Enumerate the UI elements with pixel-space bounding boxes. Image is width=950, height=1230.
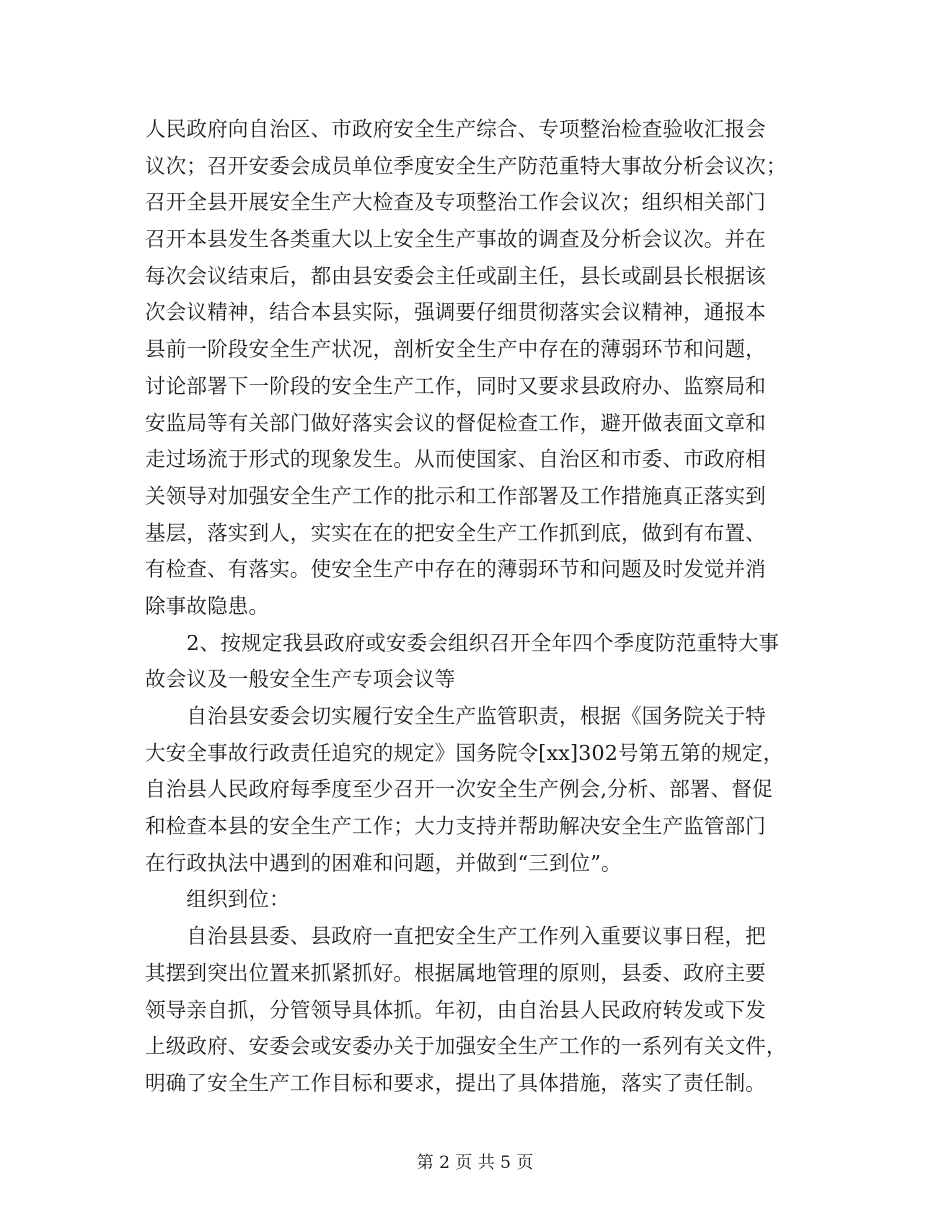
subheading-line: 组织到位： [145,887,290,912]
text-line: 和检查本县的安全生产工作；大力支持并帮助解决安全生产监管部门 [145,814,766,839]
text-line: 领导亲自抓，分管领导具体抓。年初，由自治县人民政府转发或下发 [145,997,766,1022]
text-line: 除事故隐患。 [145,593,270,618]
text-line: 其摆到突出位置来抓紧抓好。根据属地管理的原则，县委、政府主要 [145,960,766,985]
text-line: 关领导对加强安全生产工作的批示和工作部署及工作措施真正落实到 [145,483,766,508]
text-line: 每次会议结束后，都由县安委会主任或副主任，县长或副县长根据该 [145,263,766,288]
text-line: 议次；召开安委会成员单位季度安全生产防范重特大事故分析会议次； [145,153,787,178]
text-line: 人民政府向自治区、市政府安全生产综合、专项整治检查验收汇报会 [145,117,766,141]
page-footer: 第 2 页 共 5 页 [416,1153,534,1173]
text-line: 次会议精神，结合本县实际，强调要仔细贯彻落实会议精神，通报本 [145,300,766,325]
text-line: 自治县人民政府每季度至少召开一次安全生产例会,分析、部署、督促 [145,777,773,802]
text-line: 讨论部署下一阶段的安全生产工作，同时又要求县政府办、监察局和 [145,373,766,398]
section-heading-line: 故会议及一般安全生产专项会议等 [145,667,456,692]
text-line: 自治县安委会切实履行安全生产监管职责，根据《国务院关于特 [145,704,766,728]
text-line: 召开全县开展安全生产大检查及专项整治工作会议次；组织相关部门 [145,190,766,215]
text-line: 大安全事故行政责任追究的规定》国务院令[xx]302号第五第的规定， [145,740,784,765]
text-line: 基层，落实到人，实实在在的把安全生产工作抓到底，做到有布置、 [145,520,766,545]
text-line: 自治县县委、县政府一直把安全生产工作列入重要议事日程，把 [145,924,766,949]
text-line: 在行政执法中遇到的困难和问题，并做到“三到位”。 [145,850,622,875]
text-line: 县前一阶段安全生产状况，剖析安全生产中存在的薄弱环节和问题， [145,337,766,362]
text-line: 上级政府、安委会或安委办关于加强安全生产工作的一系列有关文件， [145,1034,787,1059]
document-body [145,111,810,1102]
text-line: 有检查、有落实。使安全生产中存在的薄弱环节和问题及时发觉并消 [145,557,766,582]
text-line: 明确了安全生产工作目标和要求，提出了具体措施，落实了责任制。 [145,1070,766,1095]
text-line: 召开本县发生各类重大以上安全生产事故的调查及分析会议次。并在 [145,227,766,252]
section-heading-line: 2、按规定我县政府或安委会组织召开全年四个季度防范重特大事 [145,630,780,655]
text-line: 走过场流于形式的现象发生。从而使国家、自治区和市委、市政府相 [145,447,766,472]
text-line: 安监局等有关部门做好落实会议的督促检查工作，避开做表面文章和 [145,410,766,435]
